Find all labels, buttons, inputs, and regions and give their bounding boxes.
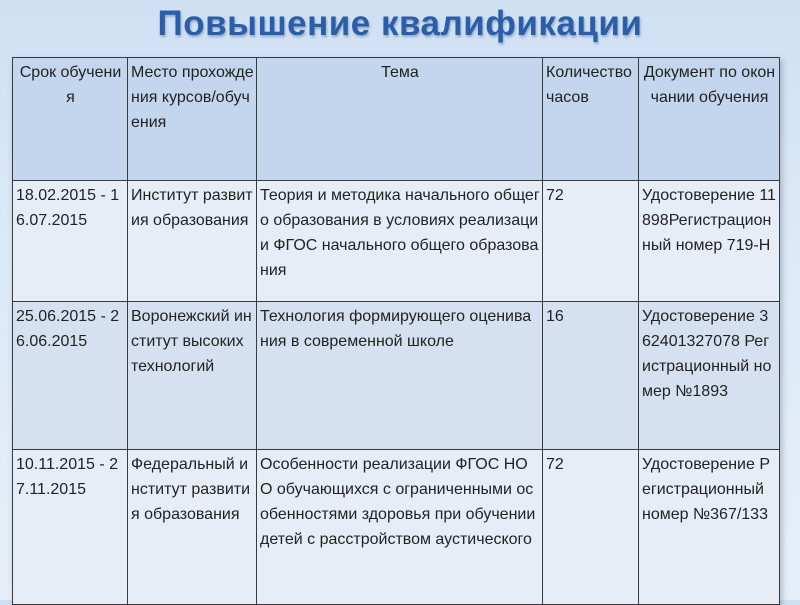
cell-hours: 72 (543, 181, 639, 302)
header-place: Место прохождения курсов/обучения (128, 58, 257, 181)
header-document: Документ по окончании обучения (639, 58, 780, 181)
cell-document: Удостоверение 11898Регистрационный номер 719-Н (639, 181, 780, 302)
header-topic: Тема (257, 58, 543, 181)
cell-period: 18.02.2015 - 16.07.2015 (13, 181, 128, 302)
table-header-row (13, 58, 780, 181)
cell-topic: Теория и методика начального общего образования в условиях реализации ФГОС начального общего образования (257, 181, 543, 302)
table-row (13, 181, 780, 302)
cell-place: Институт развития образования (128, 181, 257, 302)
cell-topic: Особенности реализации ФГОС НОО обучающихся с ограниченными особенностями здоровья при обучении детей с расстройством аустического (257, 450, 543, 605)
header-period: Срок обучения (13, 58, 128, 181)
table-row (13, 302, 780, 450)
qualification-table (12, 57, 780, 605)
cell-document: Удостоверение Регистрационный номер №367/133 (639, 450, 780, 605)
page-title: Повышение квалификации (157, 4, 643, 43)
cell-hours: 72 (543, 450, 639, 605)
cell-place: Воронежский институт высоких технологий (128, 302, 257, 450)
cell-hours: 16 (543, 302, 639, 450)
cell-place: Федеральный институт развития образования (128, 450, 257, 605)
cell-period: 25.06.2015 - 26.06.2015 (13, 302, 128, 450)
cell-period: 10.11.2015 - 27.11.2015 (13, 450, 128, 605)
cell-topic: Технология формирующего оценивания в современной школе (257, 302, 543, 450)
cell-document: Удостоверение 362401327078 Регистрационный номер №1893 (639, 302, 780, 450)
header-hours: Количество часов (543, 58, 639, 181)
table-row (13, 450, 780, 605)
